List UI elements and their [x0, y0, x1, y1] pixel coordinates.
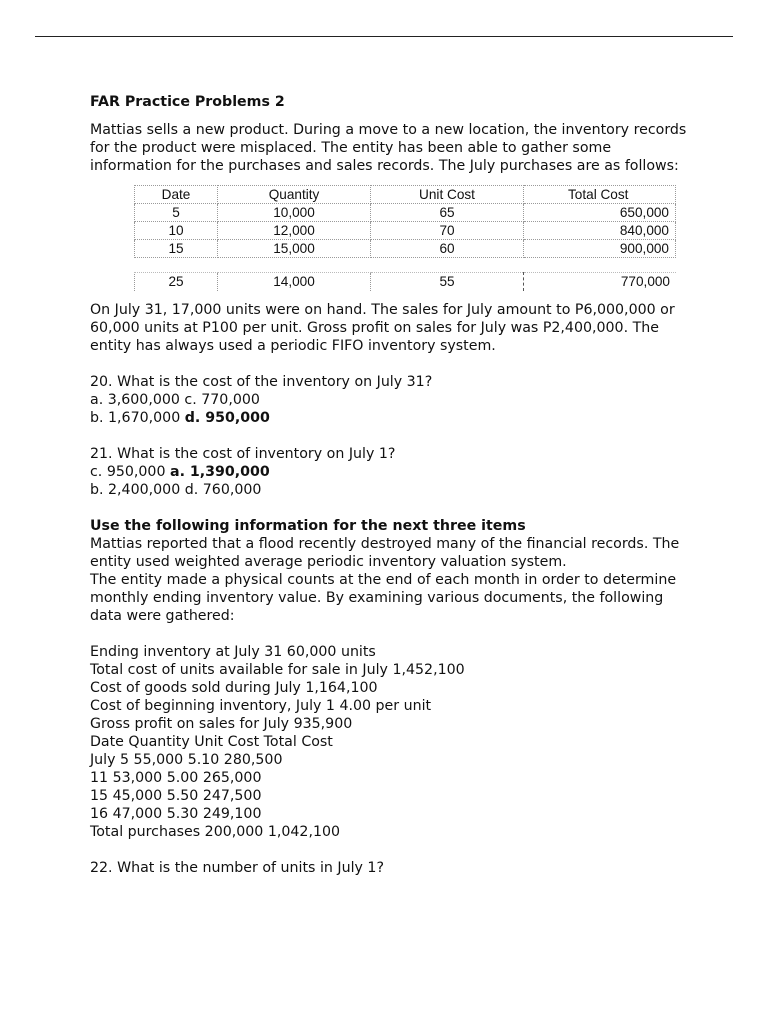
cell-date: 25 [135, 273, 218, 292]
cell-date: 15 [135, 240, 218, 258]
data-line: Total cost of units available for sale in July 1,452,100 [90, 662, 465, 678]
cell-date: 10 [135, 222, 218, 240]
purchases-table-wrap [134, 185, 676, 291]
table-row [135, 204, 676, 222]
table-header-row [135, 186, 676, 204]
data-line: Cost of beginning inventory, July 1 4.00 per unit [90, 698, 432, 714]
question-21: 21. What is the cost of inventory on July 1? [90, 446, 396, 462]
header-date: Date [135, 186, 218, 204]
cell-total-cost: 900,000 [524, 240, 676, 258]
header-rule [35, 36, 733, 37]
cell-total-cost: 840,000 [524, 222, 676, 240]
data-line: Date Quantity Unit Cost Total Cost [90, 734, 333, 750]
cell-unit-cost: 70 [371, 222, 524, 240]
table-row [135, 222, 676, 240]
q21-options-line-2: b. 2,400,000 d. 760,000 [90, 482, 262, 498]
data-line: Total purchases 200,000 1,042,100 [90, 824, 341, 840]
document-body [90, 93, 690, 877]
header-total-cost: Total Cost [524, 186, 676, 204]
header-quantity: Quantity [218, 186, 371, 204]
purchases-extra-row [134, 272, 676, 291]
q21-options-line-1 [90, 463, 690, 481]
data-line: Cost of goods sold during July 1,164,100 [90, 680, 378, 696]
question-20: 20. What is the cost of the inventory on July 31? [90, 374, 433, 390]
intro-paragraph: Mattias sells a new product. During a move to a new location, the inventory records for the product were misplaced. The entity has been able to gather some information for the purchases and sales records. The July purchases are as follows: [90, 122, 687, 174]
section-paragraph-1: Mattias reported that a flood recently destroyed many of the financial records. The entity used weighted average periodic inventory valuation system. [90, 536, 680, 570]
section-heading: Use the following information for the next three items [90, 518, 526, 534]
document-title: FAR Practice Problems 2 [90, 94, 285, 110]
cell-quantity: 15,000 [218, 240, 371, 258]
summary-paragraph: On July 31, 17,000 units were on hand. The sales for July amount to P6,000,000 or 60,000 units at P100 per unit. Gross profit on sales for July was P2,400,000. The entity has always used a periodic FIFO inventory system. [90, 302, 675, 354]
q21-answer: a. 1,390,000 [170, 464, 270, 480]
data-line: July 5 55,000 5.10 280,500 [90, 752, 283, 768]
data-line: 11 53,000 5.00 265,000 [90, 770, 262, 786]
question-22: 22. What is the number of units in July 1? [90, 860, 384, 876]
cell-quantity: 12,000 [218, 222, 371, 240]
cell-unit-cost: 65 [371, 204, 524, 222]
cell-quantity: 10,000 [218, 204, 371, 222]
q20-options-line-1: a. 3,600,000 c. 770,000 [90, 392, 260, 408]
cell-date: 5 [135, 204, 218, 222]
q21-option-c: c. 950,000 [90, 464, 170, 480]
data-line: 15 45,000 5.50 247,500 [90, 788, 262, 804]
data-line: Gross profit on sales for July 935,900 [90, 716, 353, 732]
cell-unit-cost: 55 [371, 273, 524, 292]
q20-answer: d. 950,000 [184, 410, 270, 426]
table-row [135, 240, 676, 258]
table-row [135, 273, 677, 292]
header-unit-cost: Unit Cost [371, 186, 524, 204]
cell-total-cost: 770,000 [524, 273, 677, 292]
data-line: Ending inventory at July 31 60,000 units [90, 644, 376, 660]
section-paragraph-2: The entity made a physical counts at the end of each month in order to determine monthly ending inventory value. By examining various documents, the following data were gathered: [90, 572, 677, 624]
cell-unit-cost: 60 [371, 240, 524, 258]
cell-quantity: 14,000 [218, 273, 371, 292]
purchases-table [134, 185, 676, 258]
data-line: 16 47,000 5.30 249,100 [90, 806, 262, 822]
q20-options-line-2 [90, 409, 690, 427]
q20-option-b: b. 1,670,000 [90, 410, 185, 426]
cell-total-cost: 650,000 [524, 204, 676, 222]
